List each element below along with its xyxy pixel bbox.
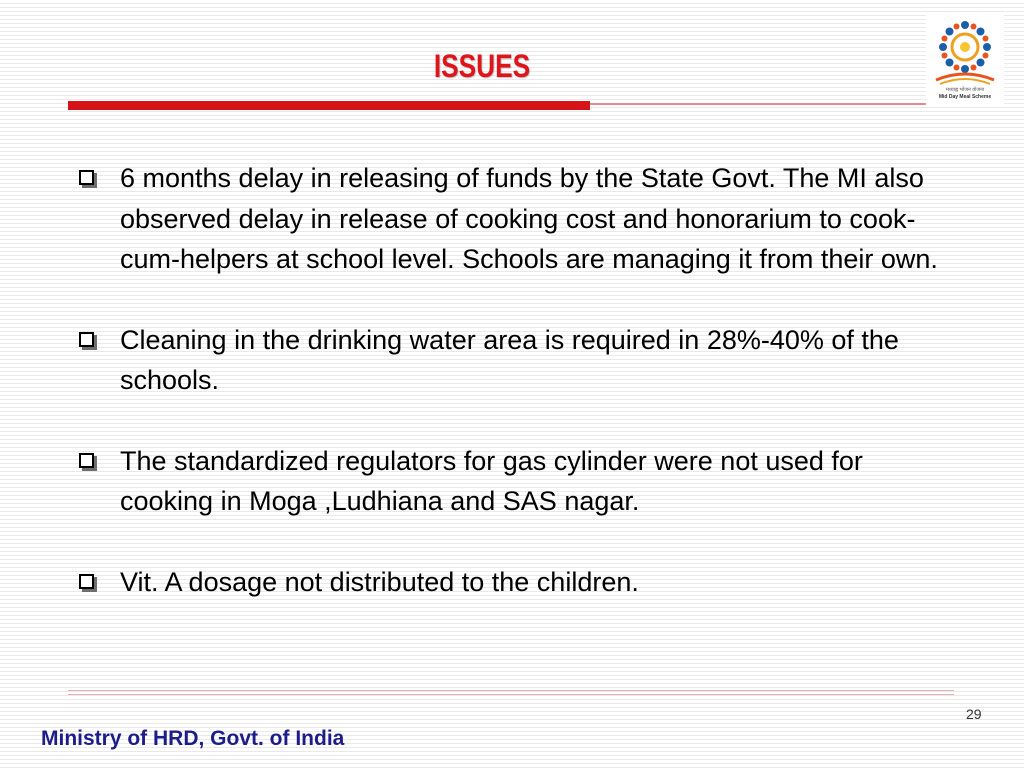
footer-divider-secondary bbox=[68, 694, 954, 695]
footer-ministry-label: Ministry of HRD, Govt. of India bbox=[41, 727, 345, 750]
slide-title: ISSUES bbox=[433, 48, 531, 84]
list-item bbox=[79, 441, 959, 522]
title-underline bbox=[68, 101, 590, 110]
page-number: 29 bbox=[966, 706, 982, 722]
title-underline-thin bbox=[590, 103, 930, 105]
bullet-text: Cleaning in the drinking water area is required in 28%-40% of the schools. bbox=[120, 324, 899, 395]
bullet-text: 6 months delay in releasing of funds by the State Govt. The MI also observed delay in release of cooking cost and honorarium to cook-cum-helpers at school level. Schools are managing it from their own. bbox=[120, 163, 938, 274]
checkbox-bullet-icon bbox=[79, 574, 94, 589]
mid-day-meal-logo bbox=[926, 14, 1004, 106]
list-item bbox=[79, 562, 959, 603]
bullet-text: Vit. A dosage not distributed to the children. bbox=[120, 566, 639, 597]
checkbox-bullet-icon bbox=[79, 332, 94, 347]
list-item bbox=[79, 320, 959, 401]
logo-hindi-caption: मध्याह्न भोजन योजना bbox=[945, 87, 985, 93]
checkbox-bullet-icon bbox=[79, 453, 94, 468]
checkbox-bullet-icon bbox=[79, 170, 94, 185]
footer-divider bbox=[68, 690, 954, 691]
logo-emblem-icon bbox=[926, 14, 1004, 92]
logo-english-caption: Mid Day Meal Scheme bbox=[938, 94, 992, 100]
list-item bbox=[79, 158, 959, 280]
bullet-list bbox=[79, 158, 959, 642]
bullet-text: The standardized regulators for gas cylinder were not used for cooking in Moga ,Ludhiana and SAS nagar. bbox=[120, 445, 863, 516]
